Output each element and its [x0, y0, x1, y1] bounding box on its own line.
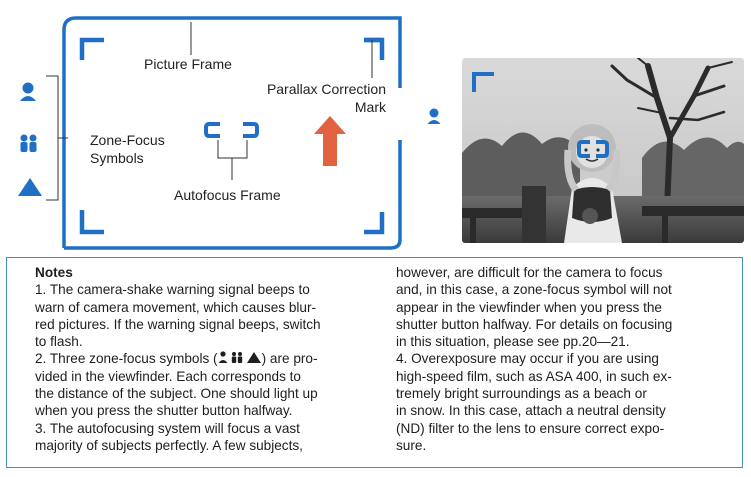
note-4-line-2: high-speed film, such as ASA 400, in such ex- — [396, 368, 672, 384]
note-1-line-1: 1. The camera-shake warning signal beeps to — [35, 282, 310, 298]
zone-focus-label-line2: Symbols — [90, 150, 144, 166]
arrow-up-icon — [314, 116, 346, 166]
note-2-line-3: the distance of the subject. One should light up — [35, 386, 318, 402]
notes-panel — [6, 257, 743, 468]
note-4-line-5: (ND) filter to the lens to ensure correct expo- — [396, 420, 665, 436]
note-2-line-1 — [35, 350, 367, 367]
note-4-line-1: 4. Overexposure may occur if you are using — [396, 351, 659, 367]
group-icon — [21, 135, 37, 153]
autofocus-frame-label: Autofocus Frame — [174, 187, 281, 203]
note-3-line-6: shutter button halfway. For details on focusing — [396, 316, 673, 332]
viewfinder-photo — [462, 58, 744, 243]
autofocus-leader — [218, 140, 247, 180]
note-2-line-4: when you press the shutter button halfway. — [35, 403, 293, 419]
zone-focus-label-line1: Zone-Focus — [90, 132, 165, 148]
note-1-line-2: warn of camera movement, which causes blur- — [35, 299, 317, 315]
note-2-line-2: vided in the viewfinder. Each corresponds to — [35, 368, 301, 384]
notes-left-column — [35, 264, 367, 454]
parallax-label-line1: Parallax Correction — [266, 81, 386, 97]
note-3-line-7: in this situation, please see pp.20—21. — [396, 334, 630, 350]
note-2-suffix: ) are pro- — [261, 351, 318, 367]
mountain-icon — [18, 178, 42, 196]
note-3-line-2: majority of subjects perfectly. A few subjects, — [35, 437, 303, 453]
portrait-indicator-icon — [428, 109, 441, 125]
note-3-line-3: however, are difficult for the camera to focus — [396, 265, 663, 280]
notes-right-column — [396, 264, 726, 454]
autofocus-frame-icon — [206, 124, 257, 136]
picture-frame-label: Picture Frame — [144, 56, 232, 72]
note-1-line-4: to flash. — [35, 334, 83, 350]
note-1-line-3: red pictures. If the warning signal beeps, switch — [35, 316, 321, 332]
notes-title: Notes — [35, 265, 73, 280]
note-3-line-1: 3. The autofocusing system will focus a vast — [35, 420, 300, 436]
parallax-label-line2: Mark — [354, 99, 386, 115]
note-2-prefix: 2. Three zone-focus symbols ( — [35, 351, 218, 367]
note-4-line-3: tremely bright surroundings as a beach or — [396, 386, 647, 402]
note-3-line-4: and, in this case, a zone-focus symbol will not — [396, 282, 672, 298]
note-4-line-6: sure. — [396, 437, 427, 453]
portrait-icon — [20, 83, 36, 102]
note-4-line-4: in snow. In this case, attach a neutral density — [396, 403, 666, 419]
note-3-line-5: appear in the viewfinder when you press the — [396, 299, 662, 315]
zone-symbols-inline-icon — [218, 351, 262, 364]
